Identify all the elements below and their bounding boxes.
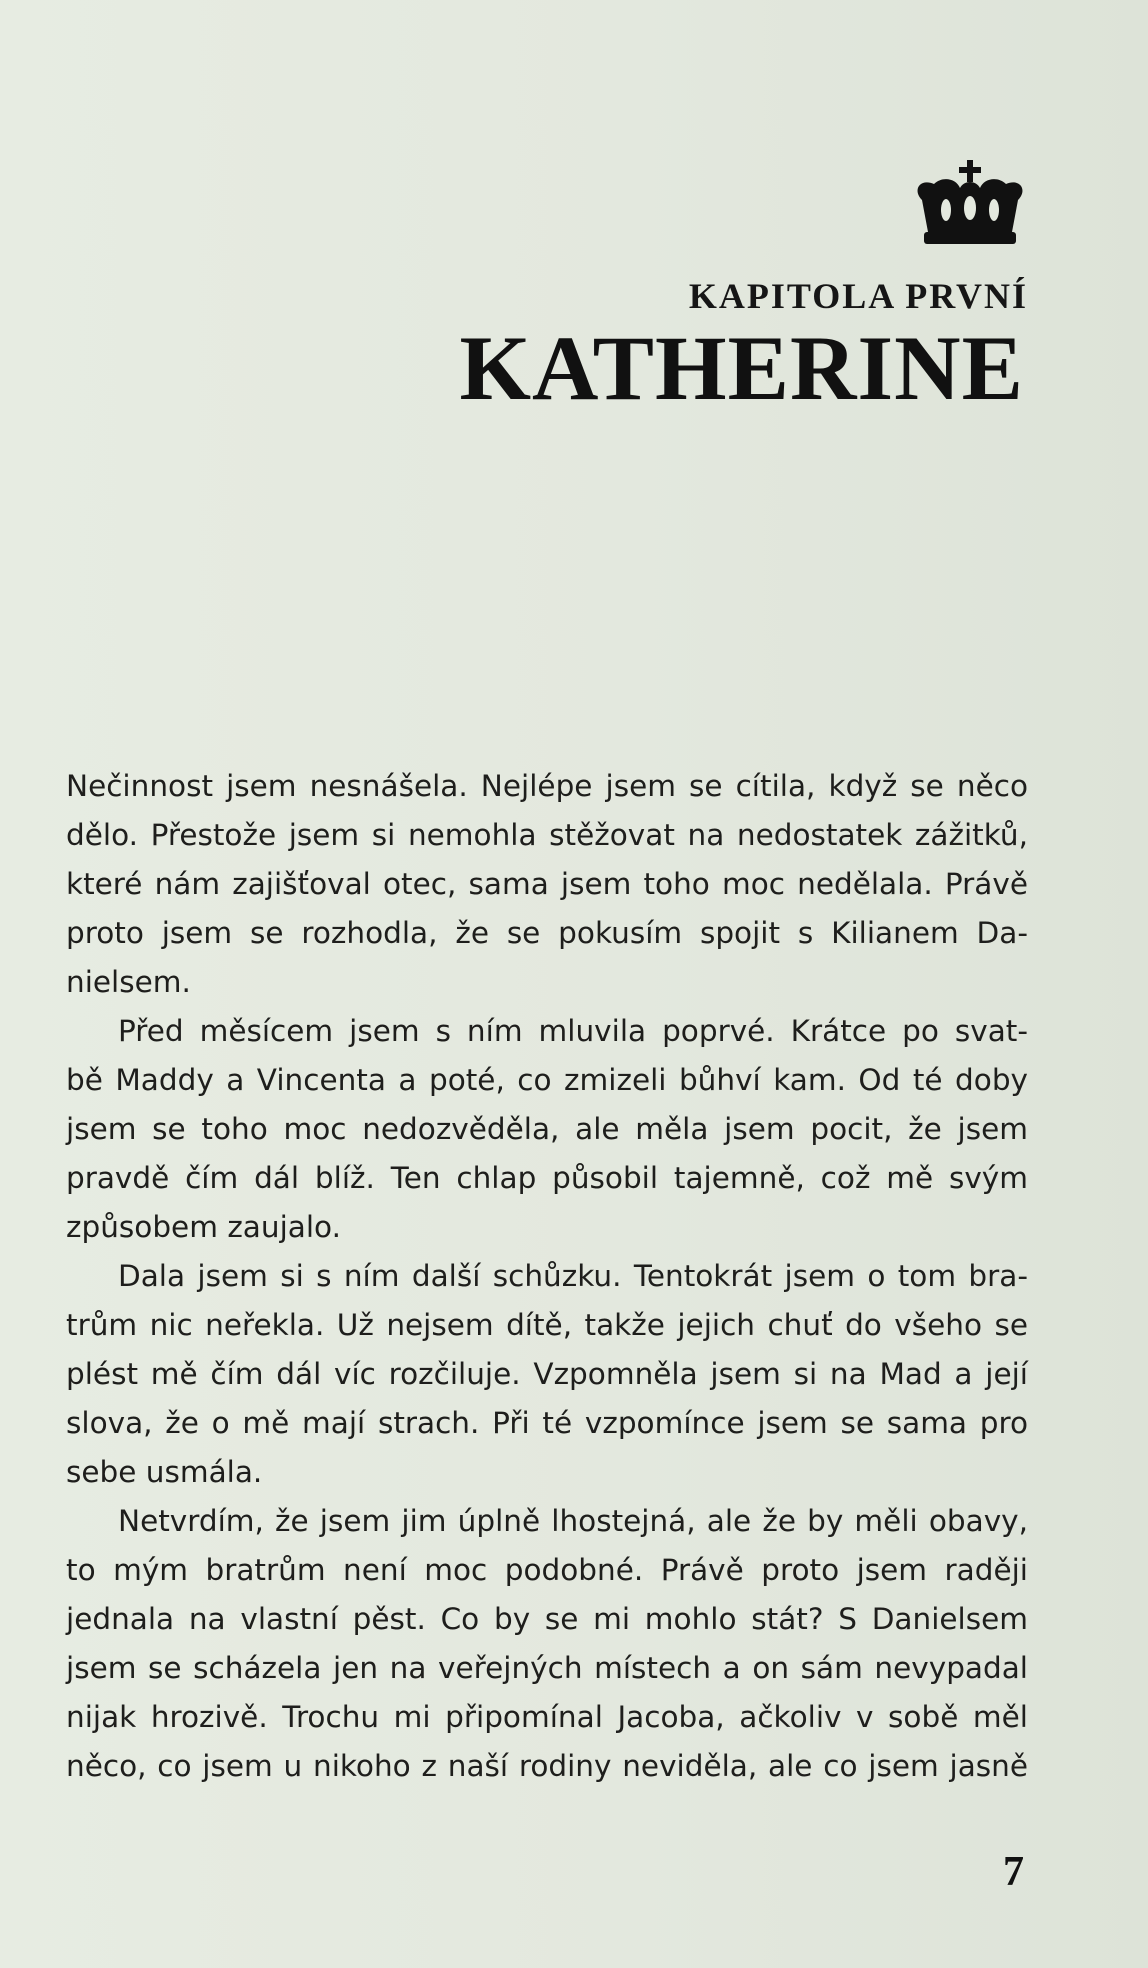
- text-line: jednala na vlastní pěst. Co by se mi mohlo stát? S Danielsem: [66, 1602, 1028, 1636]
- paragraph-4: [66, 1497, 1028, 1791]
- text-line: proto jsem se rozhodla, že se pokusím spojit s Kilianem Da-: [66, 916, 1028, 950]
- text-line: Nečinnost jsem nesnášela. Nejlépe jsem se cítila, když se něco: [66, 769, 1028, 803]
- paragraph-2: [66, 1007, 1028, 1252]
- text-line: které nám zajišťoval otec, sama jsem toho moc nedělala. Právě: [66, 867, 1028, 901]
- text-line: bě Maddy a Vincenta a poté, co zmizeli bůhví kam. Od té doby: [66, 1063, 1028, 1097]
- text-line: trům nic neřekla. Už nejsem dítě, takže jejich chuť do všeho se: [66, 1308, 1028, 1342]
- page-number: 7: [1003, 1849, 1024, 1895]
- text-line: pravdě čím dál blíž. Ten chlap působil tajemně, což mě svým: [66, 1161, 1028, 1195]
- text-line: dělo. Přestože jsem si nemohla stěžovat na nedostatek zážitků,: [66, 818, 1028, 852]
- text-line: nielsem.: [66, 965, 191, 999]
- text-line: jsem se toho moc nedozvěděla, ale měla jsem pocit, že jsem: [66, 1112, 1028, 1146]
- chapter-label: KAPITOLA PRVNÍ: [688, 276, 1028, 316]
- text-line: Netvrdím, že jsem jim úplně lhostejná, ale že by měli obavy,: [118, 1504, 1028, 1538]
- text-line: jsem se scházela jen na veřejných místech a on sám nevypadal: [66, 1651, 1028, 1685]
- text-line: nijak hrozivě. Trochu mi připomínal Jacoba, ačkoliv v sobě měl: [66, 1700, 1028, 1734]
- chapter-title: KATHERINE: [459, 317, 1024, 419]
- chapter-body: [66, 762, 1028, 1791]
- text-line: slova, že o mě mají strach. Při té vzpomínce jsem se sama pro: [66, 1406, 1028, 1440]
- crown-icon: [912, 160, 1028, 246]
- paragraph-1: [66, 762, 1028, 1007]
- paragraph-3: [66, 1252, 1028, 1497]
- text-line: plést mě čím dál víc rozčiluje. Vzpomněla jsem si na Mad a její: [66, 1357, 1028, 1391]
- text-line: Dala jsem si s ním další schůzku. Tentokrát jsem o tom bra-: [118, 1259, 1028, 1293]
- text-line: něco, co jsem u nikoho z naší rodiny neviděla, ale co jsem jasně: [66, 1749, 1028, 1783]
- text-line: způsobem zaujalo.: [66, 1210, 341, 1244]
- text-line: to mým bratrům není moc podobné. Právě proto jsem raději: [66, 1553, 1028, 1587]
- text-line: Před měsícem jsem s ním mluvila poprvé. Krátce po svat-: [118, 1014, 1028, 1048]
- text-line: sebe usmála.: [66, 1455, 263, 1489]
